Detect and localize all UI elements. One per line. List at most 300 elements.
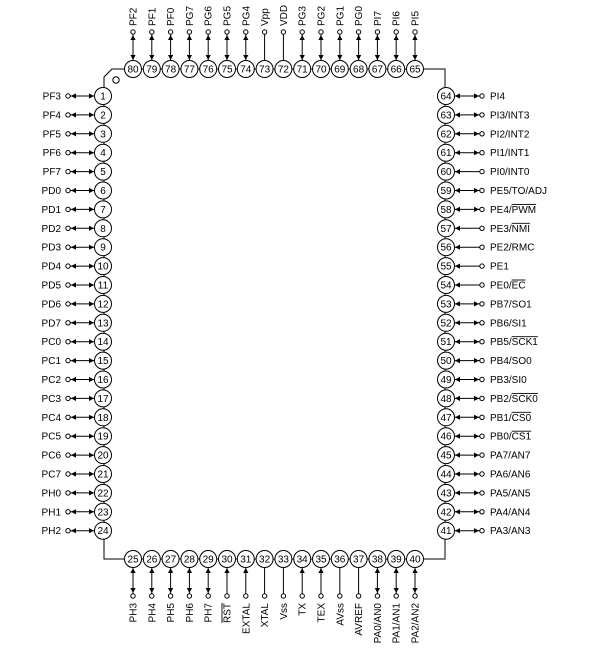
pin-21-number: 21 — [97, 469, 109, 481]
pin-75-number: 75 — [221, 64, 233, 76]
pin-41-number: 41 — [440, 526, 452, 538]
pin-4-terminal — [66, 151, 70, 155]
pin-62-arrow-in — [455, 131, 460, 136]
pin-2-number: 2 — [100, 110, 106, 122]
pin-23-arrow-in — [89, 509, 94, 514]
pin-30-number: 30 — [221, 554, 233, 566]
pin-1-arrow-in — [89, 93, 94, 98]
pin-61-arrow-in — [455, 150, 460, 155]
pin-14-arrow-out — [71, 339, 76, 344]
pin-70-arrow-out — [318, 35, 323, 40]
pin-74-terminal — [244, 30, 248, 34]
pin-67-label: PI7 — [372, 10, 384, 26]
pin-28-terminal — [187, 594, 191, 598]
pin-69-arrow-in — [337, 55, 342, 60]
pin-46-terminal — [480, 434, 484, 438]
pin-18-arrow-in — [89, 415, 94, 420]
pin-19-number: 19 — [97, 431, 109, 443]
pin-39-number: 39 — [390, 554, 402, 566]
pin-6-number: 6 — [100, 186, 106, 197]
pin-41-arrow-in — [455, 528, 460, 533]
pin-17-arrow-in — [89, 396, 94, 401]
pin-9-arrow-in — [89, 245, 94, 250]
pin-50-terminal — [480, 358, 484, 362]
pin-48-arrow-in — [455, 396, 460, 401]
pin-52-arrow-out — [474, 320, 479, 325]
pin-24-arrow-out — [71, 528, 76, 533]
pin-59-label: PE5/TO/ADJ — [490, 186, 548, 197]
pin-68-arrow-in — [356, 55, 361, 60]
pin-79-number: 79 — [146, 64, 158, 76]
pin-64-arrow-in — [455, 93, 460, 98]
pin-13-terminal — [66, 321, 70, 325]
pin-42-terminal — [480, 510, 484, 514]
chip-body-outline — [104, 69, 445, 559]
pin-5-number: 5 — [100, 167, 106, 179]
pin-24-arrow-in — [89, 528, 94, 533]
pin-22-number: 22 — [97, 488, 109, 500]
pin-56-number: 56 — [440, 242, 452, 254]
pin-67-number: 67 — [371, 64, 383, 76]
pin-23-number: 23 — [97, 507, 109, 519]
pin-68-arrow-out — [356, 35, 361, 40]
pin-47-terminal — [480, 415, 484, 419]
pin-20-number: 20 — [97, 450, 109, 462]
pin-63-number: 63 — [440, 110, 452, 122]
pin-43-arrow-out — [474, 490, 479, 495]
pin-71-number: 71 — [296, 64, 308, 76]
pin-40-terminal — [413, 594, 417, 598]
pin-19-label: PC5 — [41, 431, 61, 443]
pin-26-terminal — [150, 594, 154, 598]
pin-11-arrow-in — [89, 282, 94, 287]
pin-67-arrow-out — [375, 35, 380, 40]
pin-47-number: 47 — [440, 412, 452, 424]
pin-16-number: 16 — [97, 375, 109, 386]
pin-51-number: 51 — [440, 337, 452, 349]
pin-17-number: 17 — [97, 393, 109, 405]
pin-35-label: TEX — [316, 603, 328, 623]
pin-16-label: PC2 — [41, 375, 61, 386]
pin-64-arrow-out — [474, 93, 479, 98]
pin-35-arrow-in — [318, 568, 323, 573]
pin-61-terminal — [480, 151, 484, 155]
pin-16-arrow-in — [89, 377, 94, 382]
pin-64-terminal — [480, 94, 484, 98]
pin-59-number: 59 — [440, 186, 452, 197]
pin-56-arrow-in — [455, 245, 460, 250]
pin-58-label: PE4/PWM — [490, 204, 537, 216]
pin-46-arrow-in — [455, 434, 460, 439]
pin-21-terminal — [66, 472, 70, 476]
pin-68-terminal — [356, 30, 360, 34]
pin-23-label: PH1 — [41, 507, 61, 519]
pin-11-arrow-out — [71, 282, 76, 287]
pin-57-arrow-in — [455, 226, 460, 231]
pin-4-number: 4 — [100, 148, 106, 160]
pin-66-number: 66 — [390, 64, 402, 76]
pin-52-terminal — [480, 321, 484, 325]
pin-43-number: 43 — [440, 488, 452, 500]
pin-6-terminal — [66, 188, 70, 192]
pin-43-terminal — [480, 491, 484, 495]
pin-33-terminal — [281, 594, 285, 598]
pin-29-arrow-in — [206, 568, 211, 573]
pin-80-arrow-out — [130, 35, 135, 40]
pin-8-terminal — [66, 226, 70, 230]
pin-71-terminal — [300, 30, 304, 34]
pin-2-terminal — [66, 113, 70, 117]
pin-21-label: PC7 — [41, 469, 61, 481]
pin-41-label: PA3/AN3 — [490, 526, 531, 538]
pin-76-label: PG6 — [203, 5, 215, 26]
pin-9-arrow-out — [71, 245, 76, 250]
pin-29-terminal — [206, 594, 210, 598]
pin-4-arrow-in — [89, 150, 94, 155]
pin-29-arrow-out — [206, 588, 211, 593]
pin-3-arrow-in — [89, 131, 94, 136]
pin-56-label: PE2/RMC — [490, 242, 535, 254]
pin-71-arrow-out — [300, 35, 305, 40]
pin-47-label: PB1/CS0 — [490, 412, 532, 424]
pin-3-terminal — [66, 132, 70, 136]
pin-28-number: 28 — [183, 554, 195, 566]
pin-65-arrow-in — [412, 55, 417, 60]
pin-67-terminal — [375, 30, 379, 34]
pin-53-arrow-out — [474, 301, 479, 306]
pin-74-label: PG4 — [241, 5, 253, 26]
pin-24-terminal — [66, 529, 70, 533]
pin-13-arrow-out — [71, 320, 76, 325]
pin-15-terminal — [66, 358, 70, 362]
pin-63-arrow-out — [474, 112, 479, 117]
pin-70-number: 70 — [315, 64, 327, 76]
pin-40-number: 40 — [409, 554, 421, 566]
pin-60-arrow-in — [455, 169, 460, 174]
pin-44-arrow-out — [474, 471, 479, 476]
pin-34-terminal — [300, 594, 304, 598]
pin-8-arrow-out — [71, 226, 76, 231]
pin-71-arrow-in — [300, 55, 305, 60]
pin-71-label: PG3 — [297, 5, 309, 26]
pin-15-label: PC1 — [41, 356, 61, 368]
pin-38-terminal — [375, 594, 379, 598]
pin-9-terminal — [66, 245, 70, 249]
pin-59-arrow-in — [455, 188, 460, 193]
pin-51-terminal — [480, 340, 484, 344]
pin-44-terminal — [480, 472, 484, 476]
pin-18-number: 18 — [97, 412, 109, 424]
pin-5-label: PF7 — [42, 167, 61, 179]
pin-13-label: PD7 — [41, 318, 61, 330]
pin-1-terminal — [66, 94, 70, 98]
pin-66-label: PI6 — [391, 10, 403, 26]
pin-9-label: PD3 — [41, 242, 61, 254]
pin-65-label: PI5 — [410, 10, 422, 26]
pin-24-number: 24 — [97, 526, 109, 538]
pin-38-arrow-out — [375, 588, 380, 593]
pin-1-label: PF3 — [42, 91, 61, 103]
pin-10-arrow-in — [89, 264, 94, 269]
pin-53-arrow-in — [455, 301, 460, 306]
pin-60-number: 60 — [440, 167, 452, 179]
pin-27-number: 27 — [165, 554, 177, 566]
pin-27-label: PH5 — [166, 603, 178, 623]
pin-49-label: PB3/SI0 — [490, 375, 527, 386]
pin-78-terminal — [168, 30, 172, 34]
pin-53-terminal — [480, 302, 484, 306]
pin-47-arrow-in — [455, 415, 460, 420]
pin-79-arrow-out — [149, 35, 154, 40]
pin-78-label: PF0 — [166, 7, 178, 26]
pin-76-number: 76 — [202, 64, 214, 76]
pin-26-number: 26 — [146, 554, 158, 566]
pin-51-label: PB5/SCK1 — [490, 337, 538, 349]
pin-45-arrow-out — [474, 453, 479, 458]
pin-52-arrow-in — [455, 320, 460, 325]
pin-57-number: 57 — [440, 223, 452, 235]
pin-42-number: 42 — [440, 507, 452, 519]
pin-27-arrow-out — [168, 588, 173, 593]
pin-43-arrow-in — [455, 490, 460, 495]
pin-79-arrow-in — [149, 55, 154, 60]
pin-44-arrow-in — [455, 471, 460, 476]
pin-45-arrow-in — [455, 453, 460, 458]
pin-41-terminal — [480, 529, 484, 533]
pin-39-arrow-in — [394, 568, 399, 573]
pin-79-label: PF1 — [147, 7, 159, 26]
pin-46-number: 46 — [440, 431, 452, 443]
pin-61-arrow-out — [474, 150, 479, 155]
pin-42-label: PA4/AN4 — [490, 507, 531, 519]
pin-16-arrow-out — [71, 377, 76, 382]
pin-64-number: 64 — [440, 91, 452, 103]
pin-32-number: 32 — [259, 554, 271, 566]
pin-76-terminal — [206, 30, 210, 34]
pin-38-label: PA0/AN0 — [372, 603, 384, 644]
pin-23-terminal — [66, 510, 70, 514]
pin-68-number: 68 — [353, 64, 365, 76]
pin-65-terminal — [413, 30, 417, 34]
pin-15-arrow-in — [89, 358, 94, 363]
pin-40-label: PA2/AN2 — [410, 603, 422, 644]
pin-7-arrow-in — [89, 207, 94, 212]
pin-72-number: 72 — [277, 64, 289, 76]
pin-48-arrow-out — [474, 396, 479, 401]
pin-3-label: PF5 — [42, 129, 61, 141]
pin-61-number: 61 — [440, 148, 452, 160]
pin-70-terminal — [319, 30, 323, 34]
pin-6-arrow-in — [89, 188, 94, 193]
pin-70-arrow-in — [318, 55, 323, 60]
pin-24-label: PH2 — [41, 526, 61, 538]
pin-57-terminal — [480, 226, 484, 230]
pin-44-number: 44 — [440, 469, 452, 481]
pin-22-arrow-out — [71, 490, 76, 495]
pin-48-terminal — [480, 396, 484, 400]
pin-53-label: PB7/SO1 — [490, 299, 532, 311]
pin-34-arrow-in — [300, 568, 305, 573]
pin-67-arrow-in — [375, 55, 380, 60]
pin-19-arrow-out — [71, 434, 76, 439]
pin-44-label: PA6/AN6 — [490, 469, 531, 481]
pin-12-terminal — [66, 302, 70, 306]
pin-56-terminal — [480, 245, 484, 249]
pin-76-arrow-in — [206, 55, 211, 60]
pin-28-label: PH6 — [184, 603, 196, 623]
pin-50-arrow-in — [455, 358, 460, 363]
pin-15-arrow-out — [71, 358, 76, 363]
pin-55-arrow-in — [455, 264, 460, 269]
pin-10-label: PD4 — [41, 261, 61, 273]
pin-5-terminal — [66, 169, 70, 173]
pin-54-label: PE0/EC — [490, 280, 526, 292]
pin-4-arrow-out — [71, 150, 76, 155]
pin-46-label: PB0/CS1 — [490, 431, 532, 443]
pin-69-number: 69 — [334, 64, 346, 76]
pin-2-arrow-in — [89, 112, 94, 117]
pin-65-arrow-out — [412, 35, 417, 40]
pin-63-label: PI3/INT3 — [490, 110, 530, 122]
pin-14-number: 14 — [97, 337, 109, 349]
pin-79-terminal — [150, 30, 154, 34]
pin-3-arrow-out — [71, 131, 76, 136]
pin-66-arrow-out — [394, 35, 399, 40]
pin-75-arrow-out — [224, 35, 229, 40]
pin-73-label: Vpp — [260, 8, 272, 26]
pin-27-arrow-in — [168, 568, 173, 573]
pin-14-terminal — [66, 340, 70, 344]
pin-66-arrow-in — [394, 55, 399, 60]
pin-75-terminal — [225, 30, 229, 34]
pin-15-number: 15 — [97, 356, 109, 368]
pin-25-terminal — [131, 594, 135, 598]
pin-48-number: 48 — [440, 393, 452, 405]
pin-62-terminal — [480, 132, 484, 136]
pin-49-arrow-out — [474, 377, 479, 382]
pin-77-label: PG7 — [184, 5, 196, 26]
pin-18-arrow-out — [71, 415, 76, 420]
pin-12-label: PD6 — [41, 299, 61, 311]
pin-27-terminal — [168, 594, 172, 598]
pin-28-arrow-out — [187, 588, 192, 593]
pin-39-label: PA1/AN1 — [391, 603, 403, 644]
pin-66-terminal — [394, 30, 398, 34]
pin-33-label: Vss — [278, 603, 290, 620]
pin1-index-mark — [113, 77, 119, 83]
pin-1-number: 1 — [100, 91, 106, 103]
pin-36-label: AVss — [335, 603, 347, 626]
pin-4-label: PF6 — [42, 148, 61, 160]
pin-77-arrow-out — [187, 35, 192, 40]
pin-49-number: 49 — [440, 375, 452, 386]
pin-42-arrow-in — [455, 509, 460, 514]
pin-50-arrow-out — [474, 358, 479, 363]
pin-64-label: PI4 — [490, 91, 506, 103]
pin-9-number: 9 — [100, 242, 106, 254]
pin-38-arrow-in — [375, 568, 380, 573]
pin-17-terminal — [66, 396, 70, 400]
pin-49-terminal — [480, 377, 484, 381]
pin-13-arrow-in — [89, 320, 94, 325]
pin-20-arrow-out — [71, 453, 76, 458]
pin-54-terminal — [480, 283, 484, 287]
pin-37-number: 37 — [353, 554, 365, 566]
pin-20-label: PC6 — [41, 450, 61, 462]
pin-21-arrow-in — [89, 471, 94, 476]
pin-17-label: PC3 — [41, 393, 61, 405]
pin-22-arrow-in — [89, 490, 94, 495]
pin-39-arrow-out — [394, 588, 399, 593]
pin-54-number: 54 — [440, 280, 452, 292]
pin-12-number: 12 — [97, 299, 109, 311]
pin-1-arrow-out — [71, 93, 76, 98]
pin-59-terminal — [480, 188, 484, 192]
pin-80-terminal — [131, 30, 135, 34]
pin-54-arrow-in — [455, 282, 460, 287]
pin-43-label: PA5/AN5 — [490, 488, 531, 500]
pin-35-terminal — [319, 594, 323, 598]
pin-17-arrow-out — [71, 396, 76, 401]
pin-34-number: 34 — [296, 554, 308, 566]
pin-8-arrow-in — [89, 226, 94, 231]
pin-80-arrow-in — [130, 55, 135, 60]
pin-58-terminal — [480, 207, 484, 211]
pin-2-arrow-out — [71, 112, 76, 117]
pin-51-arrow-in — [455, 339, 460, 344]
pin-61-label: PI1/INT1 — [490, 148, 530, 160]
pin-72-terminal — [281, 30, 285, 34]
pin-33-number: 33 — [277, 554, 289, 566]
pin-46-arrow-out — [474, 434, 479, 439]
pin-58-arrow-in — [455, 207, 460, 212]
pin-19-terminal — [66, 434, 70, 438]
pin-23-arrow-out — [71, 509, 76, 514]
pin-80-label: PF2 — [128, 7, 140, 26]
pin-6-arrow-out — [71, 188, 76, 193]
pin-50-number: 50 — [440, 356, 452, 368]
pin-20-arrow-in — [89, 453, 94, 458]
pin-21-arrow-out — [71, 471, 76, 476]
pin-11-terminal — [66, 283, 70, 287]
pin-55-number: 55 — [440, 261, 452, 273]
pin-68-label: PG0 — [354, 5, 366, 26]
pin-74-arrow-in — [243, 55, 248, 60]
pin-18-terminal — [66, 415, 70, 419]
pin-55-terminal — [480, 264, 484, 268]
pin-78-arrow-out — [168, 35, 173, 40]
pin-5-arrow-out — [71, 169, 76, 174]
pin-29-label: PH7 — [203, 603, 215, 623]
pin-69-terminal — [338, 30, 342, 34]
pin-10-arrow-out — [71, 264, 76, 269]
pin-55-label: PE1 — [490, 261, 509, 273]
pin-32-label: XTAL — [260, 603, 272, 628]
pin-34-label: TX — [297, 603, 309, 616]
pin-8-number: 8 — [100, 223, 106, 235]
pin-31-terminal — [244, 594, 248, 598]
pin-35-number: 35 — [315, 554, 327, 566]
pin-45-label: PA7/AN7 — [490, 450, 531, 462]
pin-11-number: 11 — [97, 280, 109, 292]
pin-37-terminal — [356, 594, 360, 598]
pin-25-number: 25 — [127, 554, 139, 566]
pin-53-number: 53 — [440, 299, 452, 311]
pin-12-arrow-out — [71, 301, 76, 306]
pin-16-terminal — [66, 377, 70, 381]
pin-62-arrow-out — [474, 131, 479, 136]
pin-63-terminal — [480, 113, 484, 117]
